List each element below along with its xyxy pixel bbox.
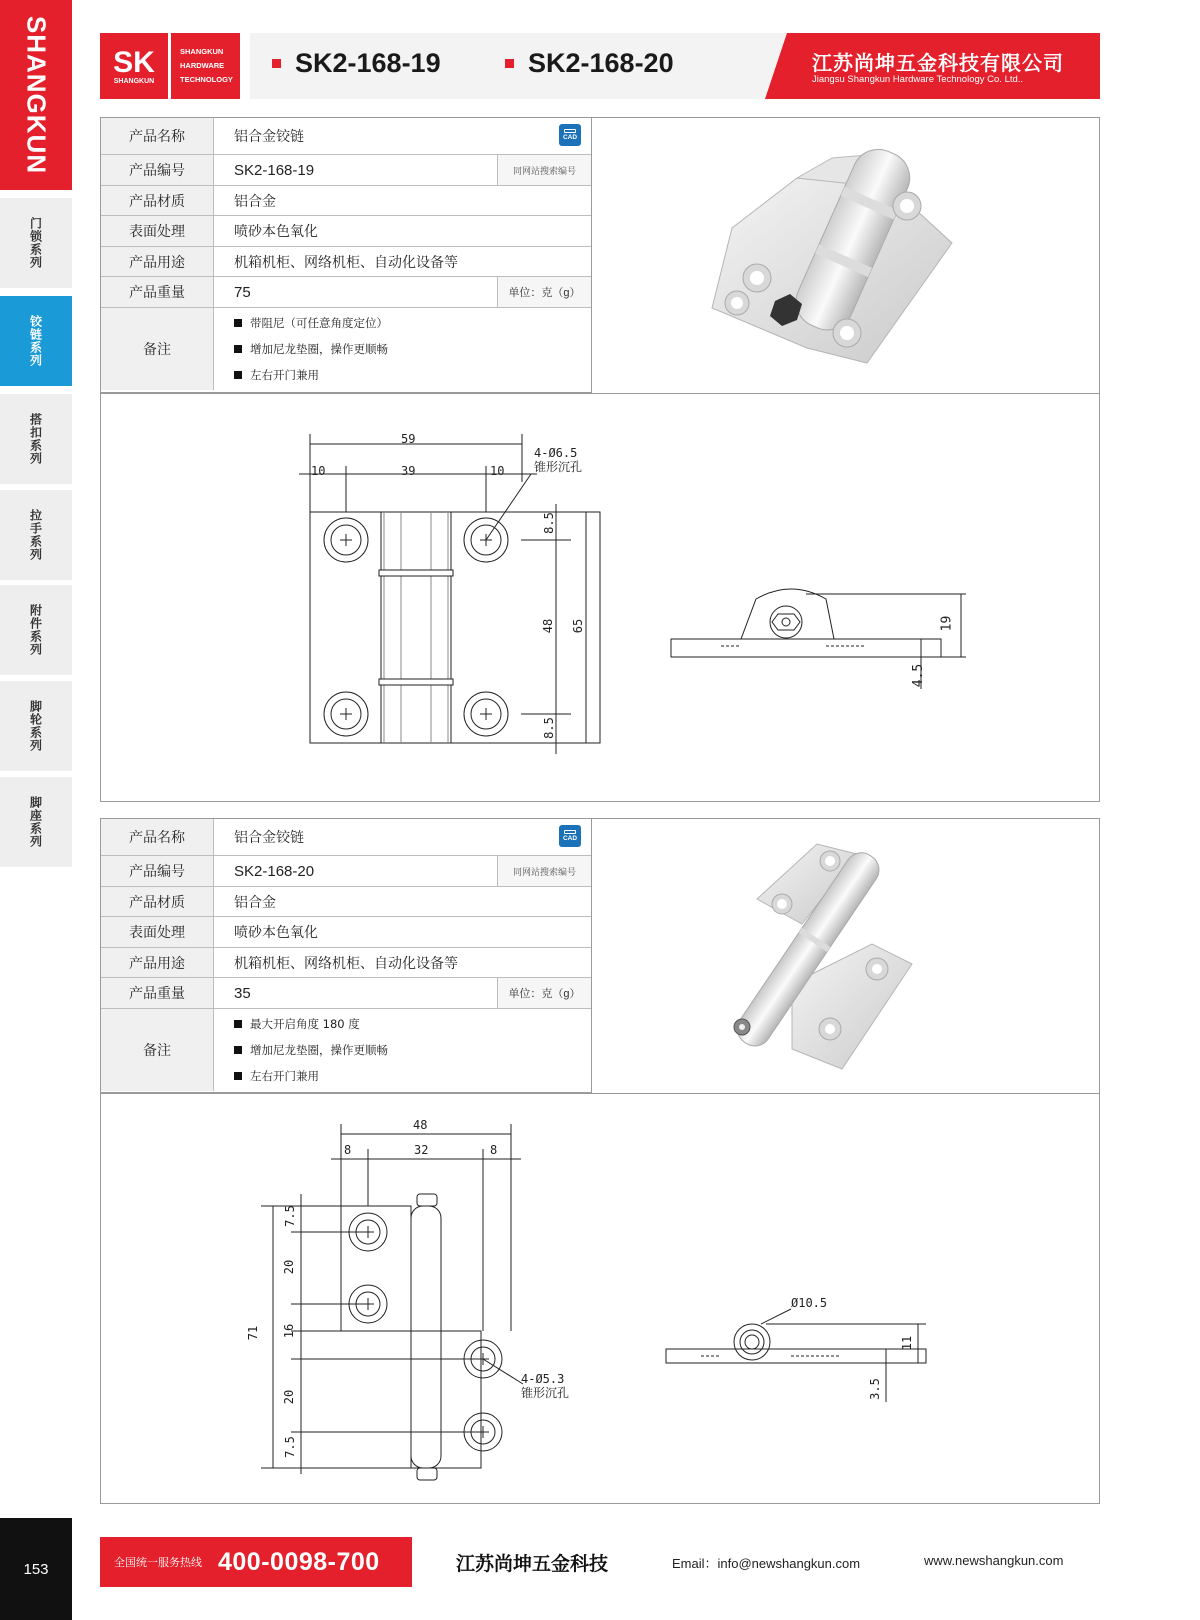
spec-label: 产品重量 (101, 978, 214, 1008)
logo-mark: SK SHANGKUN (100, 33, 168, 99)
hotline-number[interactable]: 400-0098-700 (218, 1547, 380, 1576)
sidebar-item-casters[interactable]: 脚轮系列 (0, 681, 72, 771)
sidebar-brand: SHANGKUN (0, 0, 72, 190)
search-code-hint: 同网站搜索编号 (497, 155, 591, 185)
brand-logo (100, 33, 240, 99)
hole (324, 518, 508, 736)
note-item: 左右开门兼用 (234, 1068, 319, 1084)
spec-value: 75 单位：克（g） (214, 277, 591, 307)
spec-label: 产品名称 (101, 819, 214, 855)
spec-value: 喷砂本色氧化 (234, 925, 318, 941)
product-photo (592, 819, 1099, 1093)
sidebar-item-handles[interactable]: 拉手系列 (0, 490, 72, 580)
footer-email[interactable]: Email：info@newshangkun.com (672, 1556, 861, 1571)
technical-drawing (101, 1093, 1099, 1505)
dim-leaf-gap: 16 (282, 1323, 297, 1339)
spec-label: 备注 (101, 1009, 214, 1091)
product-photo (592, 118, 1099, 393)
footer-company: 江苏尚坤五金科技 (456, 1553, 609, 1575)
dim-bottom-offset: 8.5 (541, 717, 556, 739)
spec-value: 机箱机柜、网络机柜、自动化设备等 (234, 254, 458, 271)
hole-note: 4-Ø6.5 锥形沉孔 (534, 446, 583, 474)
cad-file-icon[interactable]: CAD (559, 124, 581, 146)
technical-drawing (101, 393, 1099, 803)
bullet-square-icon (272, 59, 281, 68)
hotline-banner (100, 1537, 412, 1587)
hotline-label: 全国统一服务热线 (114, 1556, 202, 1569)
spec-label: 产品重量 (101, 277, 214, 307)
spec-value: 机箱机柜、网络机柜、自动化设备等 (234, 955, 458, 972)
dim-barrel-diameter: Ø10.5 (791, 1296, 828, 1310)
product-section-1 (100, 117, 1100, 802)
spec-row-code (101, 856, 591, 887)
spec-value: 铝合金 (234, 193, 276, 210)
spec-value: 35 单位：克（g） (214, 978, 591, 1008)
sidebar-item-feet[interactable]: 脚座系列 (0, 777, 72, 867)
note-item: 带阻尼（可任意角度定位） (234, 315, 388, 331)
dim-bottom-offset: 7.5 (282, 1436, 297, 1458)
dim-hole-pitch-b: 20 (282, 1389, 297, 1405)
spec-label: 表面处理 (101, 917, 214, 947)
spec-table (101, 819, 592, 1093)
note-item: 左右开门兼用 (234, 367, 319, 383)
notes-list (214, 1009, 591, 1091)
sidebar-item-latches[interactable]: 搭扣系列 (0, 394, 72, 484)
spec-label: 产品材质 (101, 186, 214, 215)
company-name-en: Jiangsu Shangkun Hardware Technology Co. Ltd.. (812, 74, 1024, 85)
weight-unit: 单位：克（g） (497, 277, 591, 307)
bullet-square-icon (505, 59, 514, 68)
logo-text: SHANGKUN HARDWARE TECHNOLOGY (171, 33, 240, 99)
spec-label: 表面处理 (101, 216, 214, 246)
spec-row-material (101, 887, 591, 917)
spec-value: 铝合金 (234, 894, 276, 911)
dim-right-margin: 10 (490, 464, 505, 478)
company-name-cn: 江苏尚坤五金科技有限公司 (812, 51, 1064, 75)
left-sidebar (0, 0, 72, 1620)
note-item: 最大开启角度 180 度 (234, 1016, 360, 1032)
spec-label: 产品用途 (101, 247, 214, 276)
dim-total-width: 48 (413, 1118, 428, 1132)
dim-total-height: 65 (571, 618, 586, 634)
dim-hole-spacing: 32 (414, 1143, 429, 1157)
dim-total-height: 71 (246, 1325, 261, 1341)
dim-side-height: 11 (900, 1335, 915, 1351)
dim-hole-pitch-a: 20 (282, 1259, 297, 1275)
spec-row-material (101, 186, 591, 216)
spec-label: 备注 (101, 308, 214, 390)
spec-row-code (101, 155, 591, 186)
spec-row-notes (101, 308, 591, 390)
sidebar-item-door-locks[interactable]: 门锁系列 (0, 198, 72, 288)
spec-label: 产品材质 (101, 887, 214, 916)
spec-row-name (101, 819, 591, 856)
spec-label: 产品编号 (101, 155, 214, 185)
spec-row-notes (101, 1009, 591, 1091)
spec-row-weight (101, 978, 591, 1009)
spec-row-surface (101, 216, 591, 247)
dim-top-offset: 8.5 (541, 512, 556, 534)
dim-plate-thickness: 3.5 (867, 1378, 882, 1400)
hole (349, 1213, 502, 1451)
hole-note: 4-Ø5.3 锥形沉孔 (521, 1372, 570, 1400)
dim-left-margin: 10 (311, 464, 326, 478)
page-number: 153 (0, 1518, 72, 1620)
spec-value: 铝合金铰链 CAD (214, 118, 591, 154)
sidebar-item-accessories[interactable]: 附件系列 (0, 585, 72, 675)
spec-value: 铝合金铰链 CAD (214, 819, 591, 855)
spec-value: SK2-168-20 同网站搜索编号 (214, 856, 591, 886)
notes-list (214, 308, 591, 390)
dim-top-offset: 7.5 (282, 1205, 297, 1227)
spec-label: 产品名称 (101, 118, 214, 154)
spec-table (101, 118, 592, 393)
note-item: 增加尼龙垫圈，操作更顺畅 (234, 1042, 388, 1058)
spec-label: 产品用途 (101, 948, 214, 977)
spec-row-usage (101, 247, 591, 277)
search-code-hint: 同网站搜索编号 (497, 856, 591, 886)
spec-value: 喷砂本色氧化 (234, 224, 318, 240)
model-title-1: SK2-168-19 (272, 48, 441, 79)
spec-row-usage (101, 948, 591, 978)
dim-total-width: 59 (401, 432, 416, 446)
spec-row-name (101, 118, 591, 155)
sidebar-item-hinges[interactable]: 铰链系列 (0, 296, 72, 386)
dim-hole-pitch: 48 (541, 618, 556, 634)
spec-row-weight (101, 277, 591, 308)
product-section-2 (100, 818, 1100, 1504)
note-item: 增加尼龙垫圈，操作更顺畅 (234, 341, 388, 357)
cad-file-icon[interactable]: CAD (559, 825, 581, 847)
dim-plate-thickness: 4.5 (911, 663, 927, 688)
dim-hole-spacing: 39 (401, 464, 416, 478)
weight-unit: 单位：克（g） (497, 978, 591, 1008)
model-title-2: SK2-168-20 (505, 48, 674, 79)
dim-side-height: 19 (939, 615, 955, 632)
dim-right-margin: 8 (490, 1143, 498, 1157)
spec-value: SK2-168-19 同网站搜索编号 (214, 155, 591, 185)
spec-label: 产品编号 (101, 856, 214, 886)
footer-website[interactable]: www.newshangkun.com (924, 1553, 1064, 1568)
spec-row-surface (101, 917, 591, 948)
dim-left-margin: 8 (344, 1143, 352, 1157)
